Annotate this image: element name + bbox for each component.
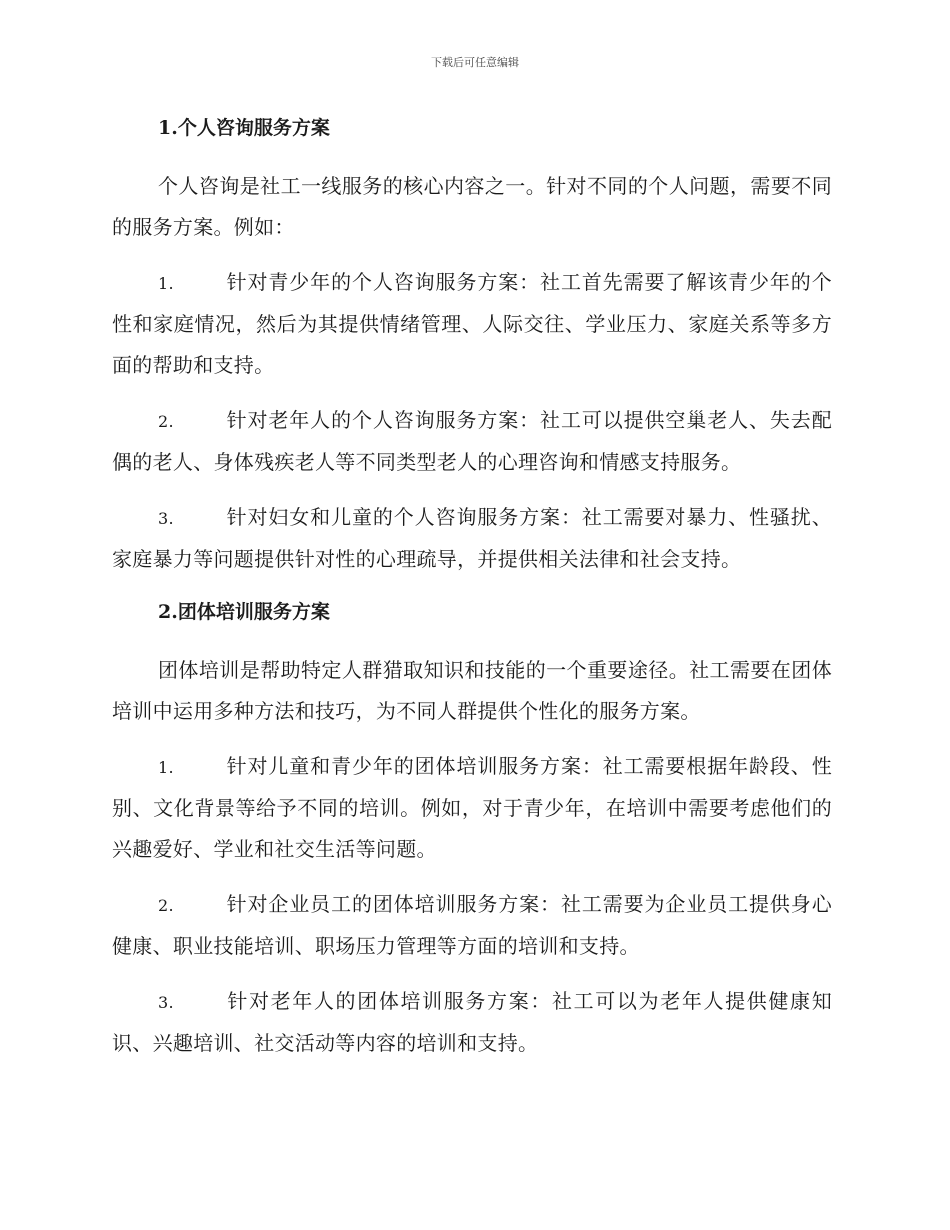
list-item xyxy=(112,981,832,1064)
list-item xyxy=(112,884,832,967)
list-item-number: 3. xyxy=(158,993,174,1012)
list-item-text: 针对老年人的个人咨询服务方案：社工可以提供空巢老人、失去配偶的老人、身体残疾老人等不同类型老人的心理咨询和情感支持服务。 xyxy=(112,408,832,474)
list-item-number: 2. xyxy=(158,412,174,431)
list-item xyxy=(112,262,832,386)
list-item xyxy=(112,400,832,483)
page-header: 下载后可任意编辑 xyxy=(431,56,519,69)
list-item xyxy=(112,746,832,870)
section-intro: 团体培训是帮助特定人群猎取知识和技能的一个重要途径。社工需要在团体培训中运用多种方法和技巧，为不同人群提供个性化的服务方案。 xyxy=(112,658,832,723)
list-item xyxy=(112,497,832,580)
document-body xyxy=(112,110,832,1078)
section-heading: 2.团体培训服务方案 xyxy=(158,601,330,623)
list-item-number: 3. xyxy=(158,509,174,528)
section-intro: 个人咨询是社工一线服务的核心内容之一。针对不同的个人问题，需要不同的服务方案。例如： xyxy=(112,174,832,239)
list-item-number: 1. xyxy=(158,274,174,293)
list-item-text: 针对老年人的团体培训服务方案：社工可以为老年人提供健康知识、兴趣培训、社交活动等内容的培训和支持。 xyxy=(112,989,832,1055)
list-item-text: 针对青少年的个人咨询服务方案：社工首先需要了解该青少年的个性和家庭情况，然后为其提供情绪管理、人际交往、学业压力、家庭关系等多方面的帮助和支持。 xyxy=(112,270,832,377)
list-item-text: 针对儿童和青少年的团体培训服务方案：社工需要根据年龄段、性别、文化背景等给予不同的培训。例如，对于青少年，在培训中需要考虑他们的兴趣爱好、学业和社交生活等问题。 xyxy=(112,754,832,861)
list-item-number: 2. xyxy=(158,896,174,915)
list-item-number: 1. xyxy=(158,758,174,777)
list-item-text: 针对妇女和儿童的个人咨询服务方案：社工需要对暴力、性骚扰、家庭暴力等问题提供针对性的心理疏导，并提供相关法律和社会支持。 xyxy=(112,505,832,571)
list-item-text: 针对企业员工的团体培训服务方案：社工需要为企业员工提供身心健康、职业技能培训、职场压力管理等方面的培训和支持。 xyxy=(112,892,832,958)
section-heading: 1.个人咨询服务方案 xyxy=(158,117,330,139)
